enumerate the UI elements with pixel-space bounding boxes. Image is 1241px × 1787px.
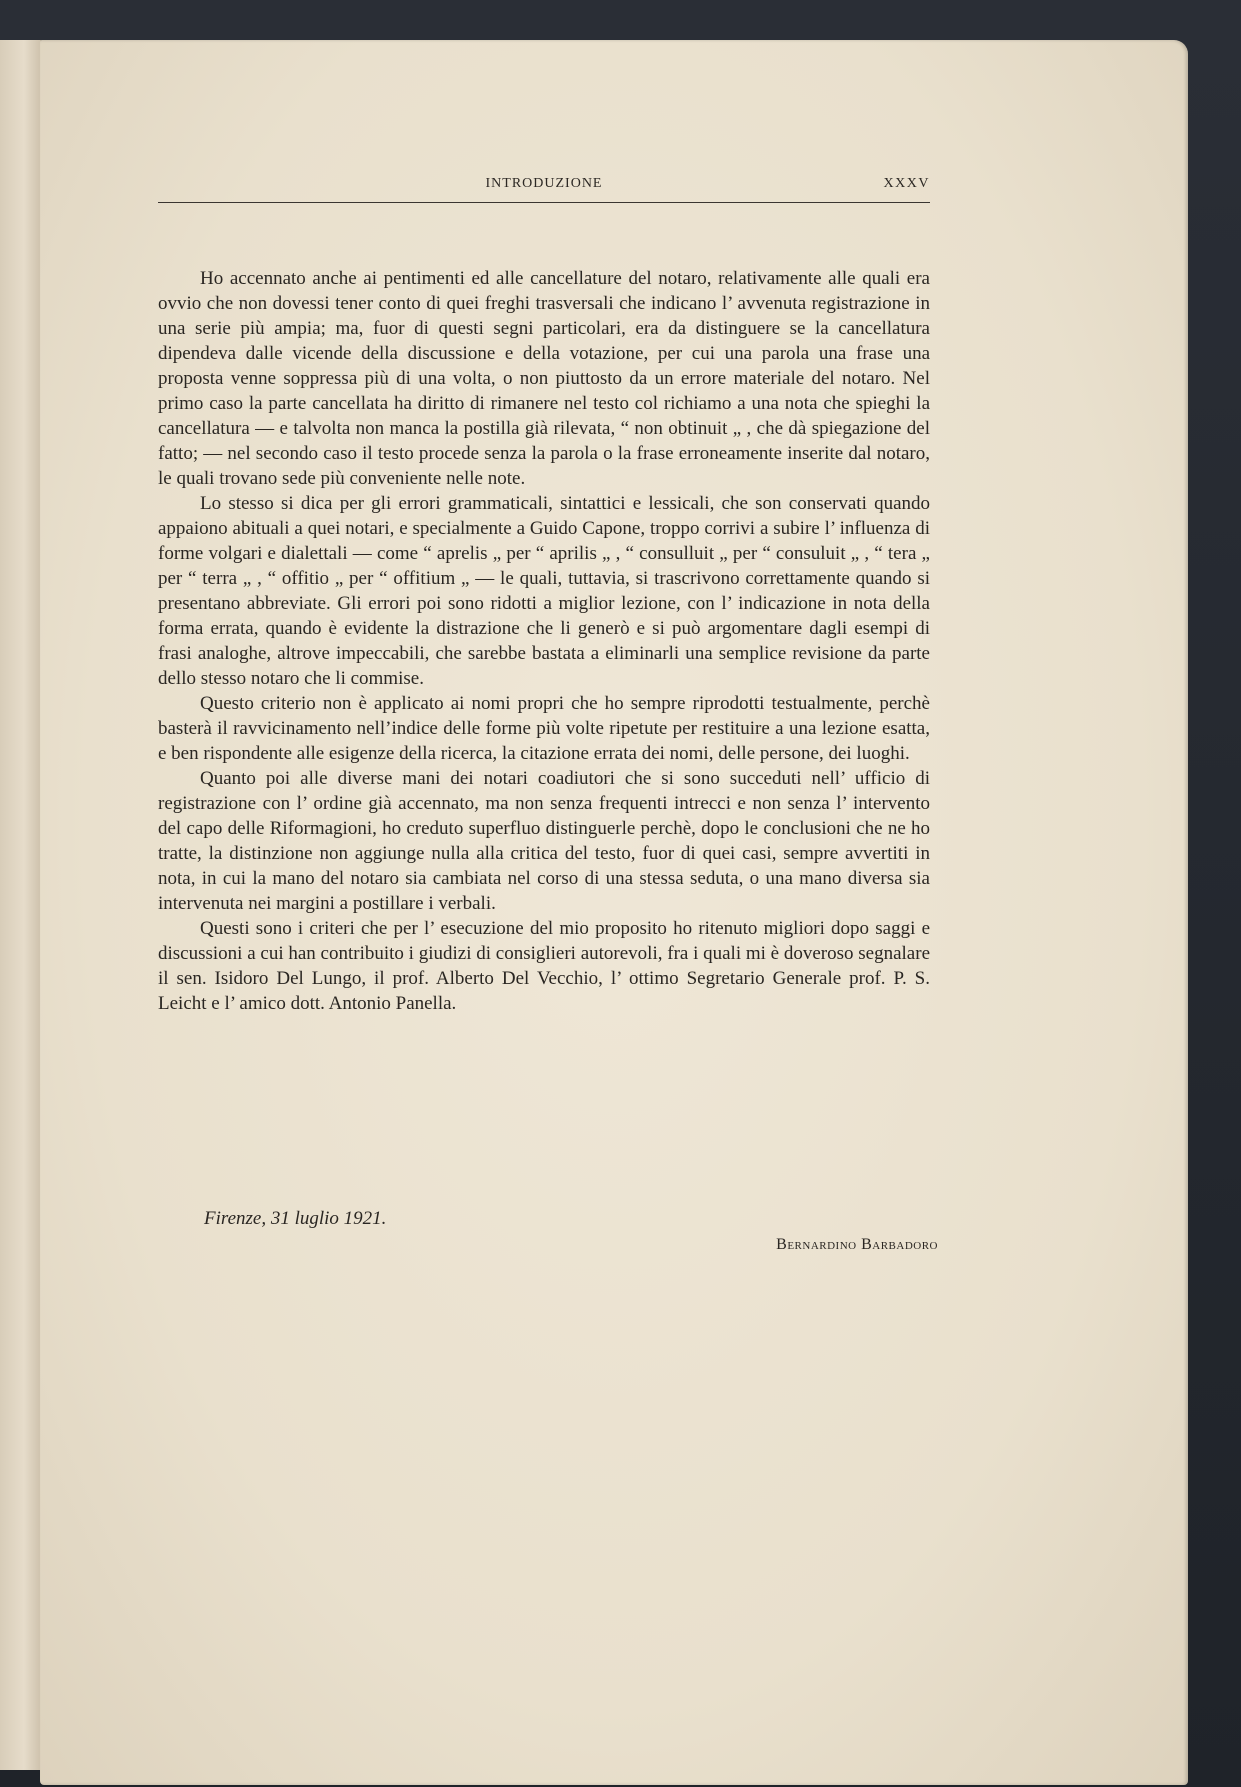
paragraph: Questi sono i criteri che per l’ esecuzione del mio proposito ho ritenuto migliori dopo saggi e discussioni a cui han contribuito i giudizi di consiglieri autorevoli, fra i quali mi è doveroso segnalare il sen. Isidoro Del Lungo, il prof. Alberto Del Vecchio, l’ ottimo Segretario Generale prof. P. S. Leicht e l’ amico dott. Antonio Panella.: [158, 918, 930, 1014]
running-header: [158, 172, 930, 203]
header-title: INTRODUZIONE: [485, 176, 603, 191]
signoff: [158, 1208, 938, 1268]
place-date: Firenze, 31 luglio 1921.: [204, 1208, 387, 1229]
author-signature: Bernardino Barbadoro: [776, 1236, 938, 1253]
paragraph: Quanto poi alle diverse mani dei notari coadiutori che si sono succeduti nell’ ufficio di registrazione con l’ ordine già accennato, ma non senza frequenti intrecci e non senza l’ intervento del capo delle Riformagioni, ho creduto superfluo distinguerle perchè, dopo le conclusioni che ne ho tratte, la distinzione non aggiunge nulla alla critica del testo, fuor di quei casi, sempre avvertiti in nota, in cui la mano del notaro sia cambiata nel corso di una stessa seduta, o una mano diversa sia intervenuta nei margini a postillare i verbali.: [158, 768, 930, 914]
previous-page-edge: [0, 40, 41, 1770]
body-text: [158, 266, 930, 1016]
paragraph: Lo stesso si dica per gli errori grammaticali, sintattici e lessicali, che son conservati quando appaiono abituali a quei notari, e specialmente a Guido Capone, troppo corrivi a subire l’ influenza di forme volgari e dialettali — come “ aprelis „ per “ aprilis „ , “ consulluit „ per “ consuluit „ , “ tera „ per “ terra „ , “ offitio „ per “ offitium „ — le quali, tuttavia, si trascrivono correttamente quando si presentano abbreviate. Gli errori poi sono ridotti a miglior lezione, con l’ indicazione in nota della forma errata, quando è evidente la distrazione che li generò e si può argomentare dagli esempi di frasi analoghe, altrove impeccabili, che sarebbe bastata a eliminarli una semplice revisione da parte dello stesso notaro che li commise.: [158, 493, 930, 689]
page-number: XXXV: [883, 176, 930, 191]
paragraph: Questo criterio non è applicato ai nomi propri che ho sempre riprodotti testualmente, perchè basterà il ravvicinamento nell’indice delle forme più volte ripetute per restituire a una lezione esatta, e ben rispondente alle esigenze della ricerca, la citazione errata dei nomi, delle persone, dei luoghi.: [158, 693, 930, 764]
paragraph: Ho accennato anche ai pentimenti ed alle cancellature del notaro, relativamente alle quali era ovvio che non dovessi tener conto di quei freghi trasversali che indicano l’ avvenuta registrazione in una serie più ampia; ma, fuor di questi segni particolari, era da distinguere se la cancellatura dipendeva dalle vicende della discussione e della votazione, per cui una parola una frase una proposta venne soppressa più di una volta, o non piuttosto da un errore materiale del notaro. Nel primo caso la parte cancellata ha diritto di rimanere nel testo col richiamo a una nota che spieghi la cancellatura — e talvolta non manca la postilla già rilevata, “ non obtinuit „ , che dà spiegazione del fatto; — nel secondo caso il testo procede senza la parola o la frase erroneamente inserite dal notaro, le quali trovano sede più conveniente nelle note.: [158, 268, 930, 489]
